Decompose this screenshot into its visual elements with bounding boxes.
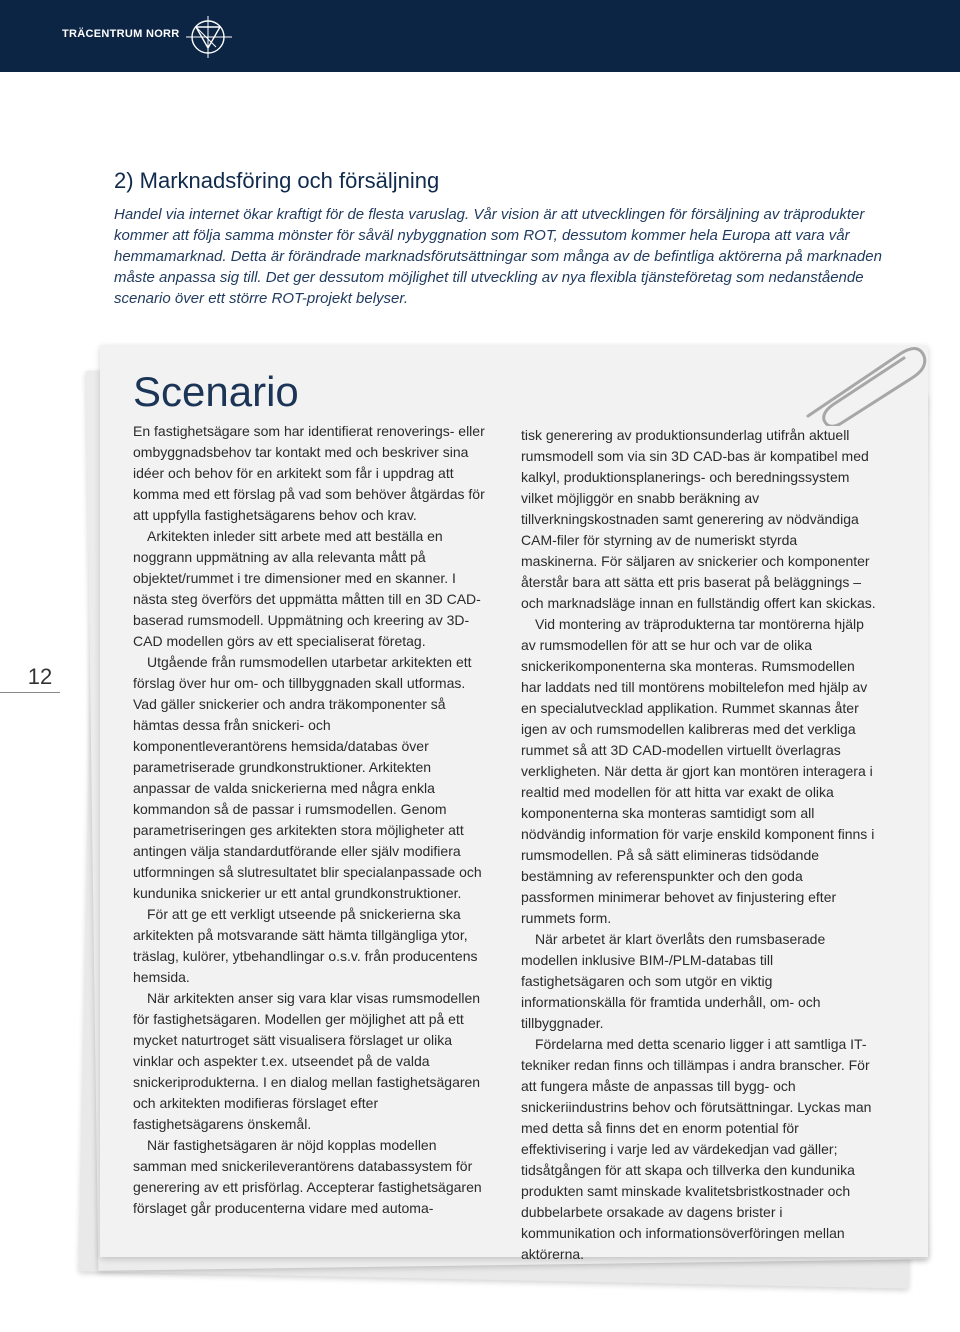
page-number-rule [0,692,60,693]
scenario-paragraph: Utgående från rumsmodellen utarbetar arkitekten ett förslag över hur om- och tillbyggnaden skall utformas. Vad gäller snickerier och andra träkomponenter så hämtas dessa från snickeri- och komponentleverantörens hemsida/databas över parametriserade grundkonstruktioner. Arkitekten anpassar de valda snickerierna med några enkla kommandon så de passar i rumsmodellen. Genom parametriseringen ges arkitekten stora möjligheter att antingen välja standardutförande eller själv modifiera utformningen så slutresultatet blir specialanpassade och kundunika snickerier ur ett antal grundkonstruktioner. [133,654,482,901]
scenario-paragraph: Arkitekten inleder sitt arbete med att beställa en noggrann uppmätning av alla relevanta mått på objektet/rummet i tre dimensioner med en skanner. I nästa steg överförs det uppmätta måtten till en 3D CAD-baserad rumsmodell. Uppmätning och kreering av 3D-CAD modellen görs av ett specialiserat företag. [133,528,481,649]
scenario-paragraph: När arkitekten anser sig vara klar visas rumsmodellen för fastighetsägaren. Modellen ger möjlighet att på ett mycket naturtroget sätt visualisera förslaget ur olika vinklar och aspekter t.ex. utseendet på de valda snickeriprodukterna. I en dialog mellan fastighetsägaren och arkitekten modifieras förslaget efter fastighetsägarens önskemål. [133,990,481,1132]
paperclip-icon [800,336,930,426]
scenario-paragraph: När arbetet är klart överlåts den rumsbaserade modellen inklusive BIM-/PLM-databas till fastighetsägaren och som utgör en viktig informationskälla för framtida underhåll, om- och tillbyggnader. [521,931,826,1031]
section-title: 2) Marknadsföring och försäljning [114,168,440,193]
scenario-right-column [521,425,876,1265]
scenario-title: Scenario [133,368,299,415]
scenario-paragraph: Fördelarna med detta scenario ligger i att samtliga IT-tekniker redan finns och tillämpas i andra branscher. För att fungera måste de anpassas till bygg- och snickeriindustrins behov och förutsättningar. Lyckas man med detta så finns det en enorm potential för effektivisering i varje led av värdekedjan vad gäller; tidsåtgången för att skapa och tillverka den kundunika produkten samt minskade kvalitetsbristkostnader och dubbelarbete orsakade av dagens brister i kommunikation och informationsöverföringen mellan aktörerna. [521,1036,872,1262]
header-bar [0,0,960,72]
logo-text: TRÄCENTRUM NORR [62,28,180,40]
scenario-paragraph: När fastighetsägaren är nöjd kopplas modellen samman med snickerileverantörens databassystem för generering av ett prisförlag. Accepterar fastighetsägaren förslaget går producenterna vidare med automa- [133,1137,482,1216]
scenario-paragraph: Vid montering av träprodukterna tar montörerna hjälp av rumsmodellen för att se hur och var de olika snickerikomponenterna ska monteras. Rumsmodellen har laddats ned till montörens mobiltelefon med hjälp av en specialutvecklad applikation. Rummet skannas åter igen av och rumsmodellen kalibreras med det verkliga rummet så att 3D CAD-modellen virtuellt överlagras verkligheten. När detta är gjort kan montören interagera i realtid med modellen för att hitta var exakt de olika komponenterna ska monteras samtidigt som all nödvändig information för varje enskild komponent finns i rumsmodellen. På så sätt elimineras tidsödande bestämning av referenspunkter och den goda passformen minimerar behovet av finjustering efter rummets form. [521,616,875,926]
section-intro: Handel via internet ökar kraftigt för de flesta varuslag. Vår vision är att utvecklingen för försäljning av träprodukter kommer att följa samma mönster för såväl nybyggnation som ROT, dessutom kommer hela Europa att vara vår hemmamarknad. Detta är förändrade marknadsförutsättningar som många av de befintliga aktörerna på marknaden måste anpassa sig till. Det ger dessutom möjlighet till utveckling av nya flexibla tjänsteföretag som nedanstående scenario över ett större ROT-projekt belyser. [114,206,882,307]
compass-star-logo-icon [182,14,238,60]
page-number: 12 [27,664,53,689]
scenario-paragraph: För att ge ett verkligt utseende på snickerierna ska arkitekten på motsvarande sätt hämta tillgängliga ytor, träslag, kulörer, ytbehandlingar o.s.v. från producentens hemsida. [133,906,478,985]
scenario-left-column [133,421,488,1219]
scenario-paragraph: tisk generering av produktionsunderlag utifrån aktuell rumsmodell som via sin 3D CAD-bas är kompatibel med kalkyl, produktionsplanerings- och beredningssystem vilket möjliggör en snabb beräkning av tillverkningskostnaden samt generering av nödvändiga CAM-filer för styrning av de numeriskt styrda maskinerna. För säljaren av snickerier och komponenter återstår bara att sätta ett pris baserat på beläggnings – och marknadsläge innan en fullständig offert kan skickas. [521,427,876,611]
scenario-paragraph: En fastighetsägare som har identifierat renoverings- eller ombyggnadsbehov tar kontakt med och beskriver sina idéer och behov för en arkitekt som får i uppdrag att komma med ett förslag på vad som behöver åtgärdas för att uppfylla fastighetsägarens behov och krav. [133,423,485,523]
